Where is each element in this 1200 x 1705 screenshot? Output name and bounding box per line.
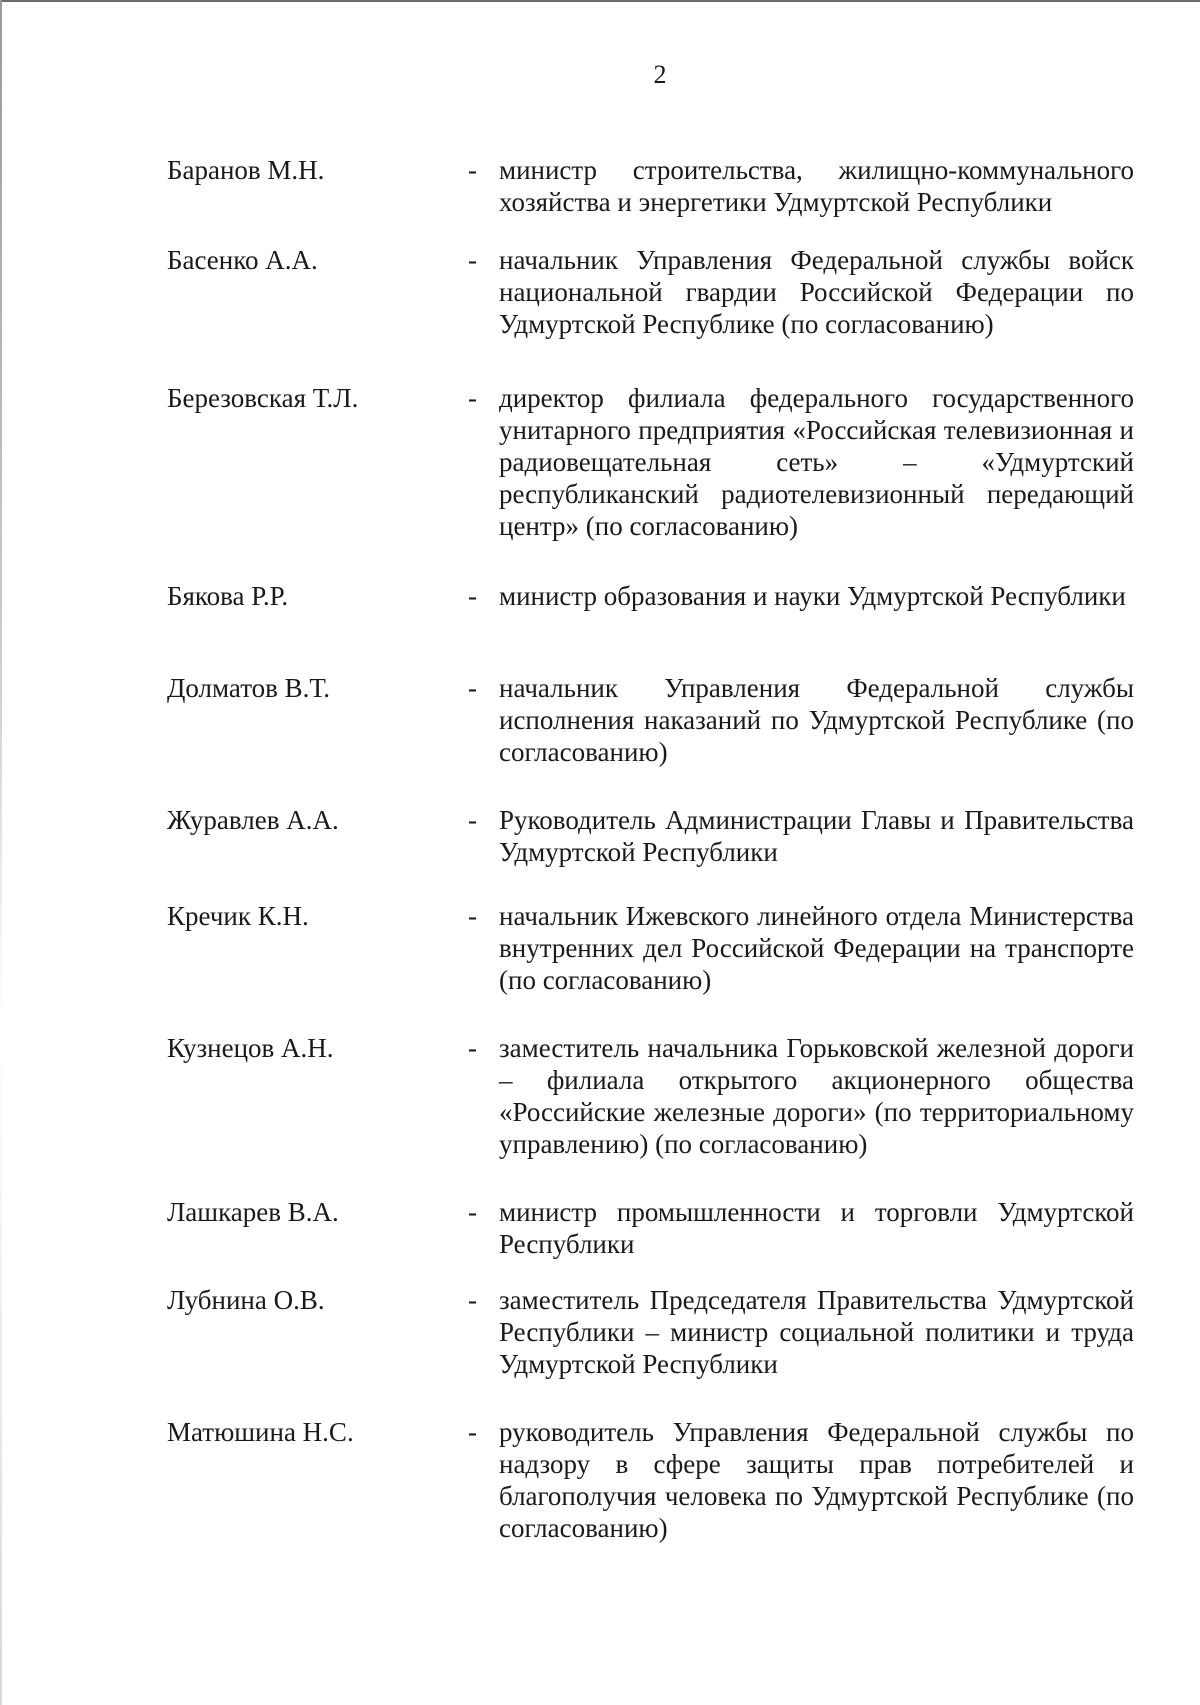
member-name: Бякова Р.Р. — [167, 581, 289, 611]
member-name: Березовская Т.Л. — [167, 383, 359, 413]
member-name: Баранов М.Н. — [167, 155, 325, 185]
member-position: министр строительства, жилищно-коммунального хозяйства и энергетики Удмуртской Республики — [499, 155, 1134, 217]
member-dash: - — [468, 673, 477, 703]
member-position: заместитель начальника Горьковской железной дороги – филиала открытого акционерного общества «Российские железные дороги» (по территориальному управлению) (по согласованию) — [499, 1033, 1134, 1159]
member-position: начальник Управления Федеральной службы войск национальной гвардии Российской Федерации по Удмуртской Республике (по согласованию) — [499, 245, 1134, 339]
member-position: министр образования и науки Удмуртской Республики — [499, 581, 1126, 611]
member-name: Лашкарев В.А. — [167, 1197, 339, 1227]
member-dash: - — [468, 581, 477, 611]
member-dash: - — [468, 1285, 477, 1315]
page-left-edge — [0, 0, 2, 1705]
member-position: руководитель Управления Федеральной службы по надзору в сфере защиты прав потребителей и благополучия человека по Удмуртской Республике (по согласованию) — [499, 1417, 1134, 1543]
member-position: начальник Управления Федеральной службы исполнения наказаний по Удмуртской Республике (по согласованию) — [499, 673, 1134, 767]
member-name: Матюшина Н.С. — [167, 1417, 354, 1447]
page-top-border — [0, 0, 1200, 2]
member-dash: - — [468, 901, 477, 931]
member-name: Кречик К.Н. — [167, 901, 309, 931]
member-position: директор филиала федерального государственного унитарного предприятия «Российская телевизионная и радиовещательная сеть» – «Удмуртский республиканский радиотелевизионный передающий центр» (по согласованию) — [499, 383, 1134, 541]
member-position: начальник Ижевского линейного отдела Министерства внутренних дел Российской Федерации на транспорте (по согласованию) — [499, 901, 1134, 995]
member-name: Басенко А.А. — [167, 245, 318, 275]
member-name: Долматов В.Т. — [167, 673, 330, 703]
page-number: 2 — [653, 60, 667, 89]
member-dash: - — [468, 1417, 477, 1447]
member-name: Журавлев А.А. — [167, 805, 339, 835]
member-dash: - — [468, 1197, 477, 1227]
member-position: Руководитель Администрации Главы и Правительства Удмуртской Республики — [499, 805, 1134, 867]
member-dash: - — [468, 155, 477, 185]
member-position: заместитель Председателя Правительства Удмуртской Республики – министр социальной политики и труда Удмуртской Республики — [499, 1285, 1134, 1379]
member-name: Лубнина О.В. — [167, 1285, 325, 1315]
member-dash: - — [468, 383, 477, 413]
member-position: министр промышленности и торговли Удмуртской Республики — [499, 1197, 1134, 1259]
member-name: Кузнецов А.Н. — [167, 1033, 334, 1063]
member-dash: - — [468, 245, 477, 275]
member-dash: - — [468, 805, 477, 835]
member-dash: - — [468, 1033, 477, 1063]
